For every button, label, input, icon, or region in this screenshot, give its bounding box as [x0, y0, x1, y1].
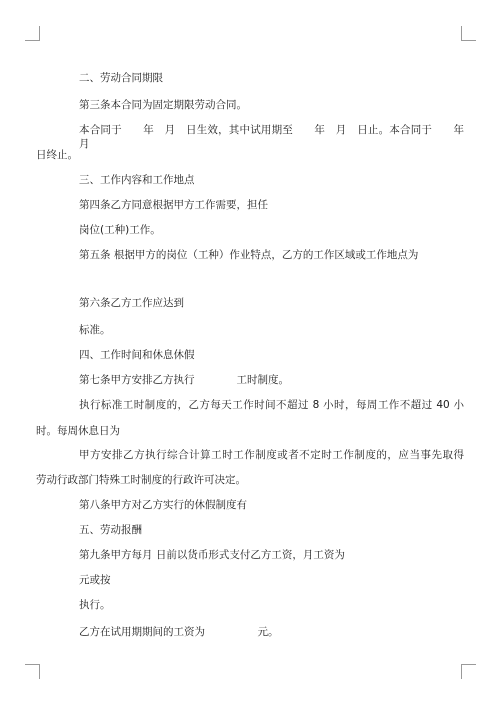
- contract-dates-text: 本合同于 年 月 日生效，其中试用期至 年 月 日止。本合同于 年 月: [79, 124, 475, 150]
- section-heading-contract-term: 二、劳动合同期限: [79, 72, 163, 84]
- article-5-text: 第五条 根据甲方的岗位（工种）作业特点，乙方的工作区域或工作地点为: [79, 249, 419, 261]
- section-heading-remuneration: 五、劳动报酬: [79, 524, 142, 536]
- crop-mark-bottom-left: [25, 664, 40, 679]
- comprehensive-hours-text: 甲方安排乙方执行综合计算工时工作制度或者不定时工作制度的，应当事先取得: [79, 449, 464, 461]
- article-4-text: 第四条乙方同意根据甲方工作需要，担任: [79, 199, 268, 211]
- standard-hours-text: 执行标准工时制度的，乙方每天工作时间不超过 8 小时，每周工作不超过 40 小: [79, 399, 464, 411]
- article-9-text-cont: 元或按: [79, 574, 111, 586]
- standard-hours-text-cont: 时。每周休息日为: [36, 425, 120, 437]
- article-7-text: 第七条甲方安排乙方执行 工时制度。: [79, 374, 289, 386]
- contract-dates-text-cont: 日终止。: [36, 149, 78, 161]
- probation-salary-text: 乙方在试用期期间的工资为 元。: [79, 626, 279, 638]
- comprehensive-hours-text-cont: 劳动行政部门特殊工时制度的行政许可决定。: [36, 474, 246, 486]
- article-9-text-cont-2: 执行。: [79, 599, 111, 611]
- crop-mark-bottom-right: [461, 664, 476, 679]
- crop-mark-top-right: [461, 26, 476, 41]
- article-3-text: 第三条本合同为固定期限劳动合同。: [79, 99, 247, 111]
- article-6-text-cont: 标准。: [79, 324, 111, 336]
- crop-mark-top-left: [25, 26, 40, 41]
- article-4-text-cont: 岗位(工种)工作。: [79, 224, 161, 236]
- article-9-text: 第九条甲方每月 日前以货币形式支付乙方工资，月工资为: [79, 549, 345, 561]
- section-heading-working-hours: 四、工作时间和休息休假: [79, 349, 195, 361]
- section-heading-work-content: 三、工作内容和工作地点: [79, 174, 195, 186]
- article-8-text: 第八条甲方对乙方实行的休假制度有: [79, 499, 247, 511]
- article-6-text: 第六条乙方工作应达到: [79, 297, 184, 309]
